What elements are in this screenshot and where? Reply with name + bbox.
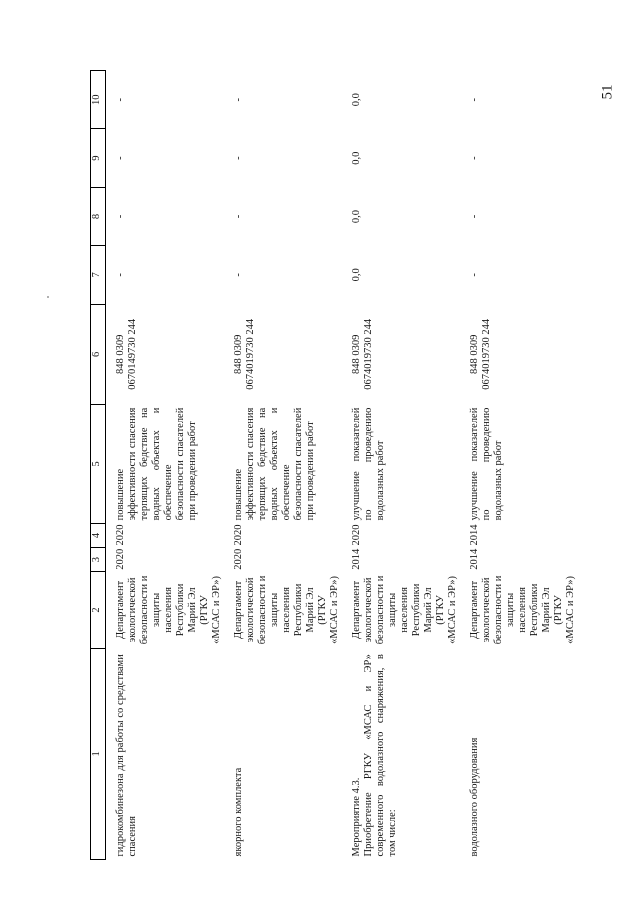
column-header: 7 (91, 246, 106, 304)
start-year-cell: 2014 (351, 548, 362, 570)
budget-code-cell: 848 0309 0674019730 244 (233, 318, 256, 390)
value-cell: 0,0 (351, 268, 362, 282)
column-header: 4 (91, 523, 106, 547)
table-row (106, 71, 225, 860)
budget-code-cell: 848 0309 0674019730 244 (469, 318, 492, 390)
value-cell: - (115, 214, 126, 219)
value-cell: - (233, 97, 244, 102)
start-year-cell: 2020 (115, 548, 126, 570)
expected-result-cell: улучшение показателей по проведению водолазных работ (469, 407, 504, 521)
value-cell: - (115, 273, 126, 277)
end-year-cell: 2020 (233, 524, 244, 546)
scan-speck (47, 296, 49, 298)
value-cell: 0,0 (351, 93, 362, 107)
executor-cell: Департамент экологической безопасности и защиты населения Республики Марий Эл (РГКУ «МСАС и ЭР») (233, 575, 340, 645)
value-cell: - (115, 156, 126, 160)
value-cell: - (233, 156, 244, 160)
page-number: 51 (599, 84, 616, 100)
table-row (224, 71, 342, 860)
column-header: 3 (91, 548, 106, 572)
column-header: 5 (91, 405, 106, 524)
end-year-cell: 2014 (469, 524, 480, 546)
value-cell: - (469, 97, 480, 102)
budget-code-cell: 848 0309 0670149730 244 (115, 318, 138, 390)
value-cell: - (469, 273, 480, 277)
column-header: 10 (91, 71, 106, 129)
table-header-row (91, 71, 106, 860)
measure-name-cell: Мероприятие 4.3. Приобретение РГКУ «МСАС и ЭР» современного водолазного снаряжения, в том числе: (351, 654, 398, 857)
end-year-cell: 2020 (351, 524, 362, 546)
value-cell: - (233, 214, 244, 219)
executor-cell: Департамент экологической безопасности и защиты населения Республики Марий Эл (РГКУ «МСАС и ЭР») (469, 575, 576, 645)
rotated-table-page (90, 70, 610, 860)
column-header: 2 (91, 572, 106, 648)
table-row (460, 71, 578, 860)
program-measures-table (90, 70, 578, 860)
budget-code-cell: 848 0309 0674019730 244 (351, 318, 374, 390)
table-row (342, 71, 460, 860)
start-year-cell: 2020 (233, 548, 244, 570)
value-cell: 0,0 (351, 151, 362, 165)
end-year-cell: 2020 (115, 524, 126, 546)
measure-name-cell: гидрокомбинезона для работы со средствами спасения (115, 654, 138, 857)
column-header: 1 (91, 648, 106, 859)
column-header: 6 (91, 304, 106, 405)
value-cell: - (469, 214, 480, 219)
expected-result-cell: повышение эффективности спасения терпящих бедствие на водных объектах и обеспечение безопасности спасателей при проведении работ (115, 407, 198, 521)
value-cell: 0,0 (351, 209, 362, 224)
measure-name-cell: водолазного оборудования (469, 737, 480, 857)
expected-result-cell: повышение эффективности спасения терпящих бедствие на водных объектах и обеспечение безопасности спасателей при проведении работ (233, 407, 316, 521)
value-cell: - (233, 273, 244, 277)
measure-name-cell: якорного комплекта (233, 767, 244, 857)
value-cell: - (469, 156, 480, 160)
value-cell: - (115, 97, 126, 102)
executor-cell: Департамент экологической безопасности и защиты населения Республики Марий Эл (РГКУ «МСАС и ЭР») (351, 575, 458, 645)
column-header: 8 (91, 187, 106, 245)
expected-result-cell: улучшение показателей по проведению водолазных работ (351, 407, 386, 521)
executor-cell: Департамент экологической безопасности и защиты населения Республики Марий Эл (РГКУ «МСАС и ЭР») (115, 575, 222, 645)
start-year-cell: 2014 (469, 548, 480, 570)
column-header: 9 (91, 129, 106, 187)
